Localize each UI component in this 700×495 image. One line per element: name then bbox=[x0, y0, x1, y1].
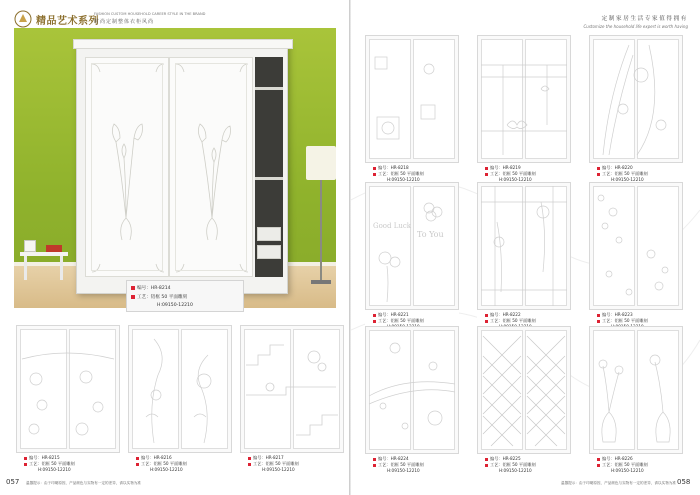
door-card-8222 bbox=[477, 182, 571, 332]
print-tip-left: 温馨提示：由于印刷原因，产品颜色与实物有一定的差异，请以实物为准 bbox=[26, 481, 141, 485]
card-size: H:09150-12210 bbox=[611, 177, 644, 182]
vase-flower-pattern bbox=[589, 326, 683, 454]
card-craft: 工艺：铝框 50 平面雕刻 bbox=[490, 318, 536, 323]
featured-craft: 工艺：铝框 50 平面雕刻 bbox=[137, 295, 188, 300]
print-tip-right: 温馨提示：由于印刷原因，产品颜色与实物有一定的差异，请以实物为准 bbox=[561, 481, 676, 485]
door-card-8223 bbox=[589, 182, 683, 332]
card-model: 编号：HR-8215 bbox=[29, 455, 60, 460]
photo-frame bbox=[24, 240, 36, 252]
card-model: 编号：HR-8220 bbox=[602, 165, 633, 170]
clover-pattern bbox=[365, 182, 459, 310]
card-size: H:09150-12210 bbox=[499, 177, 532, 182]
card-size: H:09150-12210 bbox=[387, 468, 420, 473]
brand-chinese: 时尚定制整体衣柜风尚 bbox=[94, 19, 155, 25]
lattice-butterfly-pattern bbox=[477, 35, 571, 163]
good-luck-text: Good Luck bbox=[373, 222, 412, 230]
wardrobe-door-right bbox=[169, 57, 253, 277]
card-craft: 工艺：铝框 50 平面雕刻 bbox=[602, 462, 648, 467]
brand-name: 精品艺术系列 bbox=[36, 16, 99, 27]
card-craft: 工艺：铝框 50 平面雕刻 bbox=[378, 318, 424, 323]
right-header-cn: 定制家居生活专家值得拥有 bbox=[601, 16, 688, 22]
card-model: 编号：HR-8219 bbox=[490, 165, 521, 170]
card-model: 编号：HR-8218 bbox=[378, 165, 409, 170]
orchid-lattice-pattern bbox=[477, 182, 571, 310]
card-craft: 工艺：铝框 50 平面雕刻 bbox=[602, 171, 648, 176]
door-card-8226 bbox=[589, 326, 683, 476]
diamond-lattice-pattern bbox=[477, 326, 571, 454]
card-size: H:09150-12210 bbox=[38, 467, 71, 472]
floor-lamp bbox=[306, 146, 336, 286]
right-header bbox=[584, 14, 689, 29]
door-card-8219 bbox=[477, 35, 571, 185]
right-page bbox=[351, 0, 700, 495]
page-number-right: 058 bbox=[677, 478, 691, 486]
card-model: 编号：HR-8224 bbox=[378, 456, 409, 461]
card-model: 编号：HR-8217 bbox=[253, 455, 284, 460]
door-card-8215 bbox=[16, 325, 120, 475]
featured-spec-box bbox=[126, 280, 244, 312]
square-flower-pattern bbox=[365, 35, 459, 163]
card-craft: 工艺：铝框 50 平面雕刻 bbox=[490, 462, 536, 467]
card-craft: 工艺：铝框 50 平面雕刻 bbox=[490, 171, 536, 176]
daisy-pattern bbox=[16, 325, 120, 453]
rose-vine-pattern bbox=[128, 325, 232, 453]
card-craft: 工艺：铝框 50 平面雕刻 bbox=[602, 318, 648, 323]
door-card-8220 bbox=[589, 35, 683, 185]
card-craft: 工艺：铝框 50 平面雕刻 bbox=[29, 461, 75, 466]
featured-model: 编号：HR-8214 bbox=[137, 286, 171, 291]
brand-logo-icon bbox=[14, 10, 32, 28]
door-card-8225 bbox=[477, 326, 571, 476]
card-model: 编号：HR-8222 bbox=[490, 312, 521, 317]
stair-step-pattern bbox=[240, 325, 344, 453]
door-card-8221 bbox=[365, 182, 459, 332]
card-craft: 工艺：铝框 50 平面雕刻 bbox=[378, 171, 424, 176]
to-you-text: To You bbox=[417, 230, 444, 239]
books bbox=[46, 245, 62, 252]
card-size: H:09150-12210 bbox=[611, 468, 644, 473]
door-card-8216 bbox=[128, 325, 232, 475]
card-size: H:09150-12210 bbox=[499, 468, 532, 473]
card-model: 编号：HR-8226 bbox=[602, 456, 633, 461]
featured-wardrobe bbox=[76, 42, 288, 294]
card-model: 编号：HR-8223 bbox=[602, 312, 633, 317]
card-size: H:09150-12210 bbox=[262, 467, 295, 472]
card-size: H:09150-12210 bbox=[150, 467, 183, 472]
bubble-wave-pattern bbox=[365, 326, 459, 454]
card-model: 编号：HR-8225 bbox=[490, 456, 521, 461]
card-craft: 工艺：铝框 50 平面雕刻 bbox=[253, 461, 299, 466]
door-card-8217 bbox=[240, 325, 344, 475]
door-card-8218 bbox=[365, 35, 459, 185]
card-model: 编号：HR-8216 bbox=[141, 455, 172, 460]
door-card-8224 bbox=[365, 326, 459, 476]
brand-english: FASHION CUSTOM HOUSEHOLD CAREER STYLE IN THE BRAND bbox=[94, 12, 206, 16]
featured-size: H:09150-12210 bbox=[157, 303, 193, 308]
card-craft: 工艺：铝框 50 平面雕刻 bbox=[141, 461, 187, 466]
wardrobe-door-left bbox=[85, 57, 169, 277]
scattered-blossom-pattern bbox=[589, 182, 683, 310]
featured-room-photo bbox=[14, 28, 336, 308]
card-model: 编号：HR-8221 bbox=[378, 312, 409, 317]
wardrobe-open-section bbox=[255, 57, 283, 277]
card-craft: 工艺：铝框 50 平面雕刻 bbox=[378, 462, 424, 467]
side-table bbox=[20, 240, 68, 280]
page-number-left: 057 bbox=[6, 478, 20, 486]
flowing-flower-pattern bbox=[589, 35, 683, 163]
right-header-en: Customize the household life expert is worth having bbox=[583, 24, 688, 29]
card-size: H:09150-12210 bbox=[387, 177, 420, 182]
